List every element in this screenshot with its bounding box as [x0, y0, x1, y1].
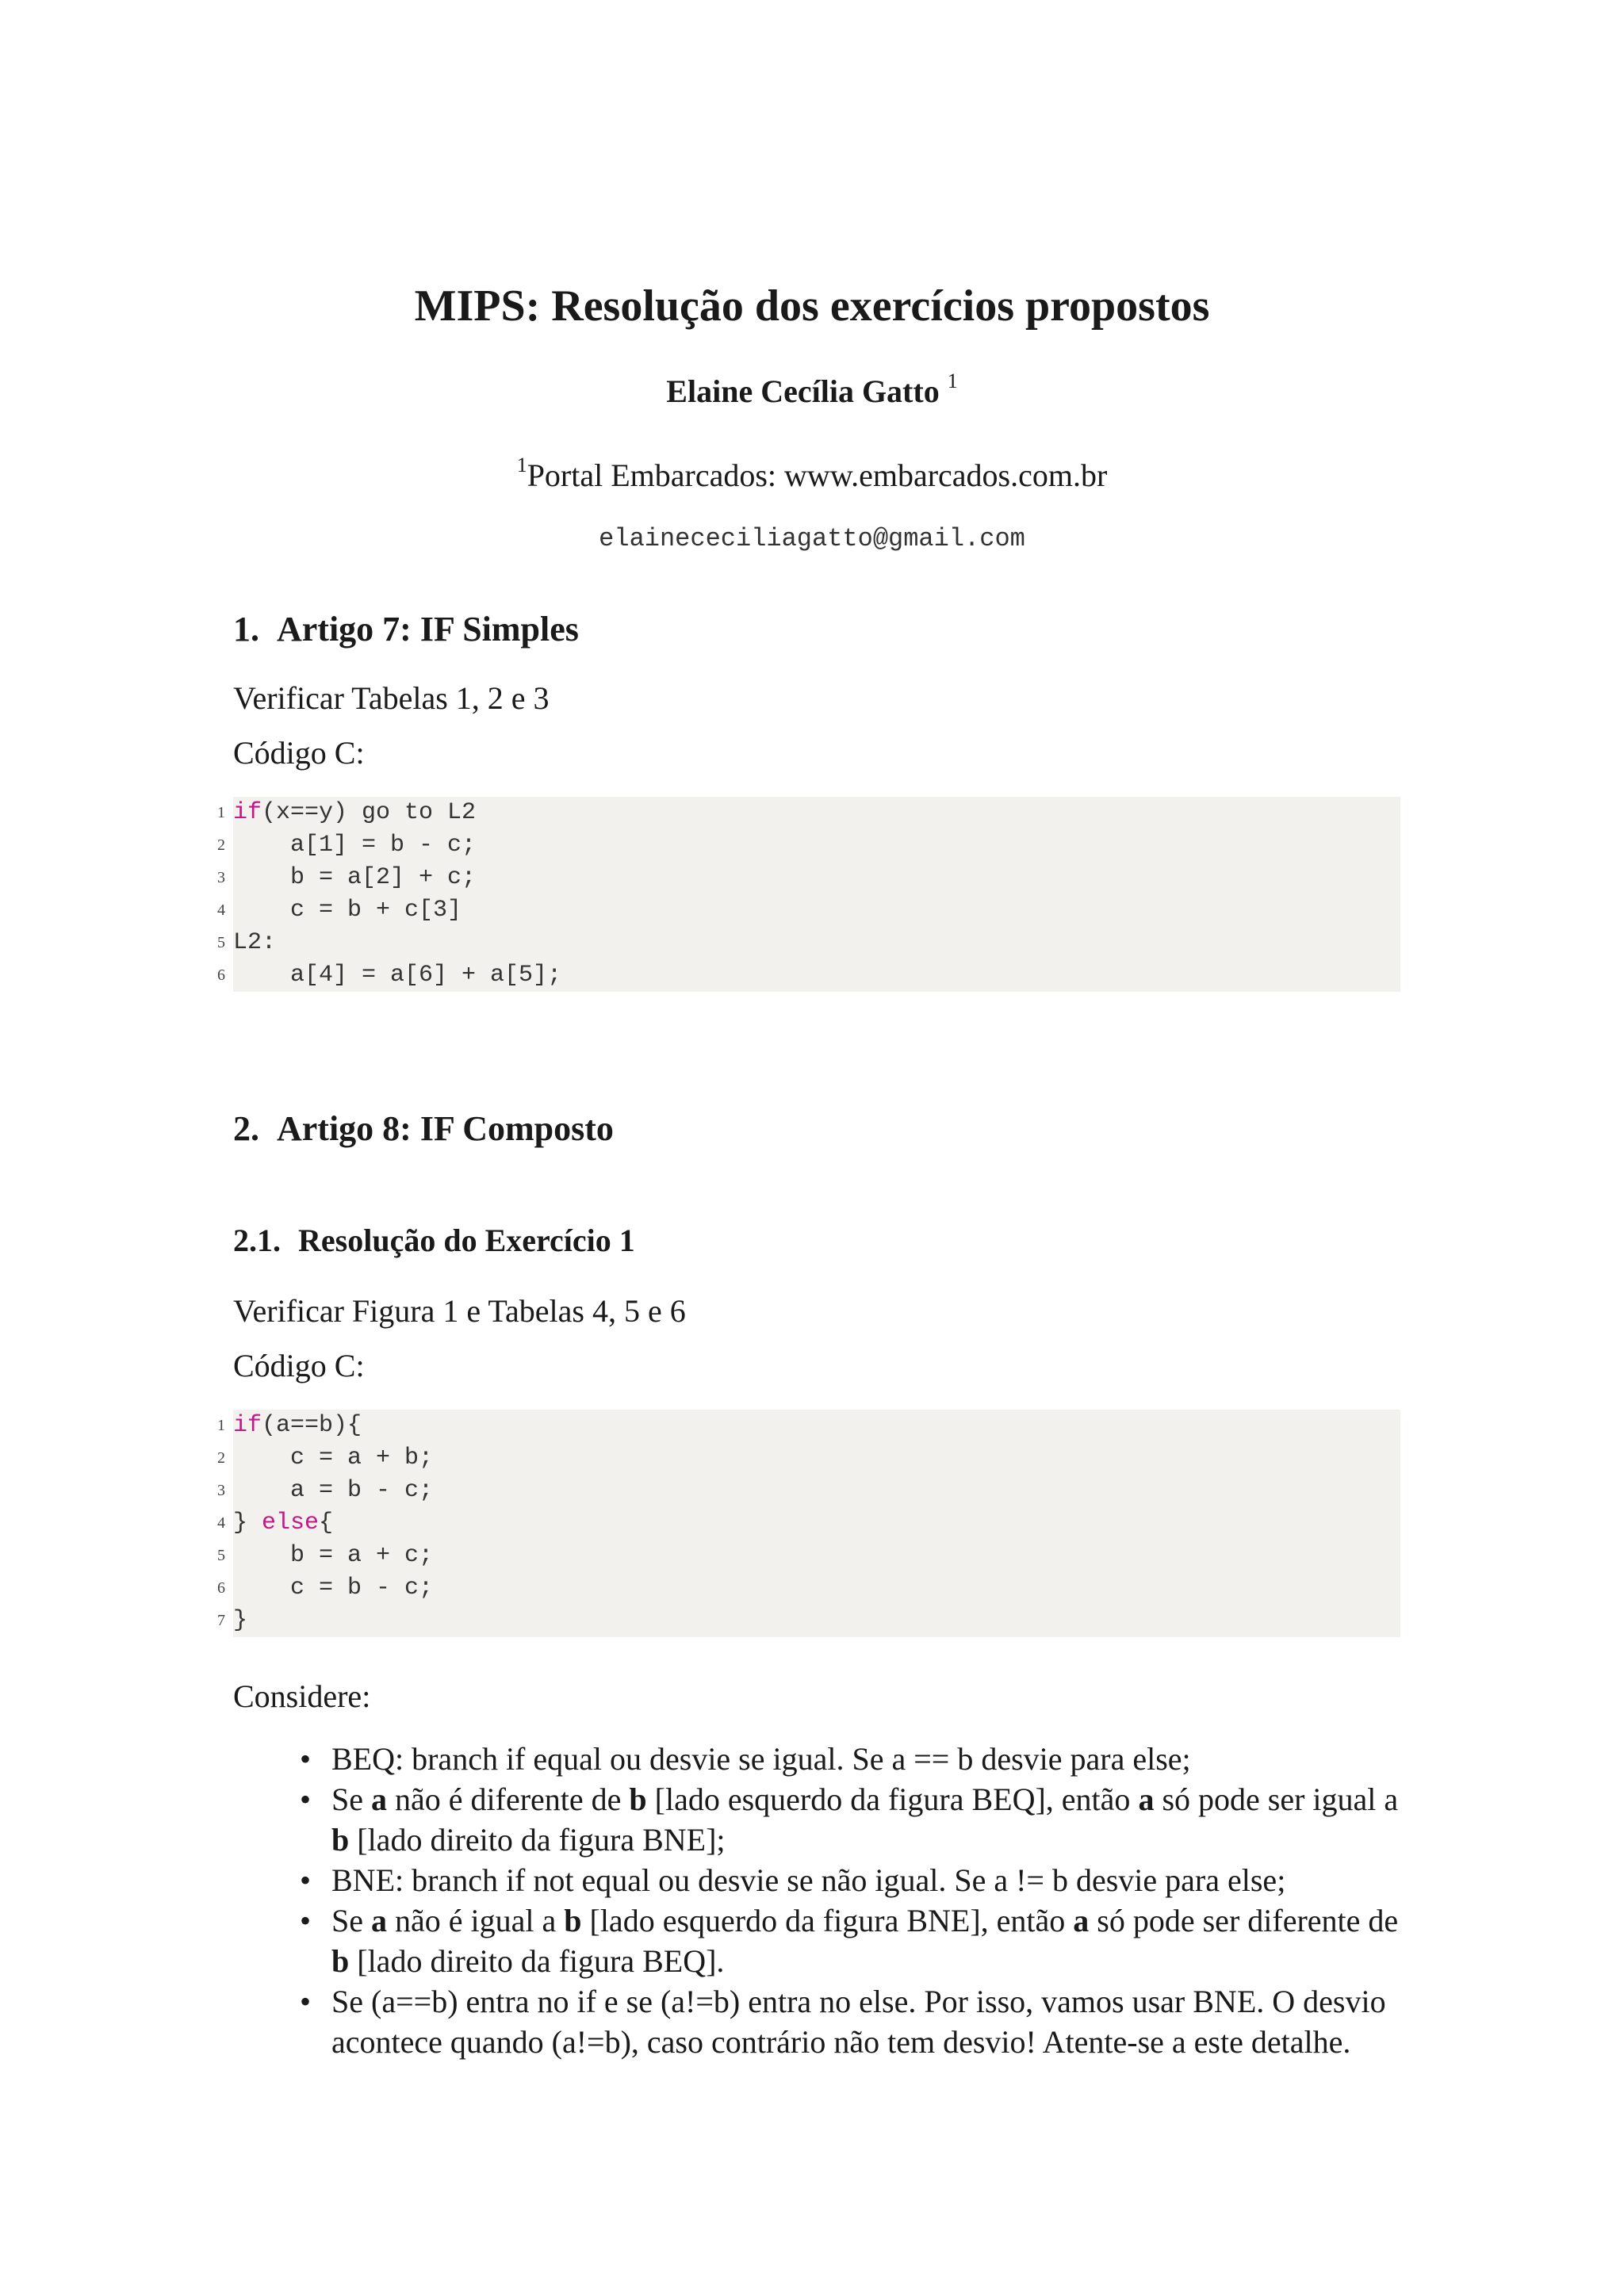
code-line	[217, 1540, 1400, 1572]
code-line	[217, 894, 1400, 927]
bullet-icon: •	[300, 1781, 312, 1817]
list-item	[233, 1739, 1400, 1779]
code-line	[217, 862, 1400, 894]
code-keyword: if	[233, 799, 262, 826]
code-text: a[4] = a[6] + a[5];	[233, 962, 562, 989]
section-2-code-label: Código C:	[233, 1348, 365, 1383]
line-number: 6	[217, 966, 225, 984]
bullet-icon: •	[300, 1741, 312, 1777]
list-item	[233, 1779, 1400, 1860]
subsection-2-1-number: 2.1.	[233, 1223, 281, 1258]
code-text: c = b - c;	[233, 1575, 434, 1601]
code-text: c = b + c[3]	[233, 897, 462, 924]
bold-var: b	[629, 1781, 647, 1817]
code-line	[217, 829, 1400, 862]
list-item-text: só pode ser diferente de	[1089, 1903, 1399, 1938]
line-number: 3	[217, 1482, 225, 1499]
code-keyword: else	[262, 1510, 320, 1536]
author-name: Elaine Cecília Gatto	[666, 373, 940, 409]
list-item-text: [lado esquerdo da figura BNE], então	[581, 1903, 1074, 1938]
consider-list	[233, 1739, 1400, 2062]
code-line	[217, 1605, 1400, 1637]
code-line	[217, 1442, 1400, 1475]
list-item	[233, 1900, 1400, 1981]
section-1-paragraph: Verificar Tabelas 1, 2 e 3	[233, 680, 550, 716]
bold-var: a	[1138, 1781, 1155, 1817]
section-1-heading	[233, 606, 579, 653]
affiliation-text: Portal Embarcados: www.embarcados.com.br	[527, 457, 1108, 493]
subsection-2-1-title: Resolução do Exercício 1	[298, 1223, 635, 1258]
code-line	[217, 927, 1400, 959]
consider-label: Considere:	[233, 1678, 371, 1714]
code-line	[217, 797, 1400, 829]
section-1-title: Artigo 7: IF Simples	[277, 610, 579, 649]
line-number: 2	[217, 836, 225, 854]
code-block-2	[217, 1410, 1400, 1637]
list-item-text: [lado direito da figura BNE];	[349, 1822, 726, 1858]
list-item-text: BNE: branch if not equal ou desvie se não igual. Se a != b desvie para else;	[331, 1862, 1286, 1898]
bold-var: a	[371, 1781, 387, 1817]
code-line	[217, 1507, 1400, 1540]
line-number: 1	[217, 1417, 225, 1434]
section-2-title: Artigo 8: IF Composto	[277, 1109, 614, 1148]
list-item	[233, 1981, 1400, 2062]
list-item-text: só pode ser igual a	[1154, 1781, 1399, 1817]
author-line	[0, 369, 1624, 414]
code-text: b = a + c;	[233, 1542, 434, 1569]
bold-var: b	[331, 1822, 350, 1858]
list-item-text: não é diferente de	[387, 1781, 630, 1817]
line-number: 5	[217, 934, 225, 951]
bold-var: b	[331, 1943, 350, 1979]
section-2-number: 2.	[233, 1109, 259, 1148]
code-line	[217, 1572, 1400, 1605]
code-text: }	[233, 1607, 248, 1634]
section-2-paragraph: Verificar Figura 1 e Tabelas 4, 5 e 6	[233, 1293, 686, 1329]
code-text: }	[233, 1510, 262, 1536]
line-number: 2	[217, 1449, 225, 1467]
code-line	[217, 1475, 1400, 1507]
list-item-text: [lado direito da figura BEQ].	[349, 1943, 725, 1979]
affiliation-marker: 1	[516, 453, 527, 476]
line-number: 5	[217, 1547, 225, 1564]
line-number: 6	[217, 1579, 225, 1597]
code-keyword: if	[233, 1412, 262, 1439]
code-text: {	[319, 1510, 334, 1536]
list-item-text: [lado esquerdo da figura BEQ], então	[646, 1781, 1139, 1817]
affiliation-line	[0, 453, 1624, 498]
bullet-icon: •	[300, 1903, 312, 1938]
list-item-text: Se	[331, 1903, 371, 1938]
author-affiliation-marker: 1	[947, 369, 958, 392]
code-text: c = a + b;	[233, 1445, 434, 1471]
code-text: a[1] = b - c;	[233, 832, 477, 859]
code-line	[217, 1410, 1400, 1442]
code-block-1	[217, 797, 1400, 992]
list-item-text: Se	[331, 1781, 371, 1817]
author-email: elainececiliagatto@gmail.com	[599, 524, 1025, 553]
code-text: L2:	[233, 929, 277, 956]
code-text: b = a[2] + c;	[233, 864, 477, 891]
section-2-heading	[233, 1105, 614, 1153]
section-1-number: 1.	[233, 610, 259, 649]
bold-var: b	[564, 1903, 582, 1938]
code-line	[217, 959, 1400, 992]
bold-var: a	[1073, 1903, 1090, 1938]
bullet-icon: •	[300, 1862, 312, 1898]
list-item-text: não é igual a	[387, 1903, 565, 1938]
line-number: 7	[217, 1612, 225, 1629]
subsection-2-1-heading	[233, 1219, 635, 1263]
code-text: (x==y) go to L2	[262, 799, 477, 826]
code-text: a = b - c;	[233, 1477, 434, 1504]
list-item-text: BEQ: branch if equal ou desvie se igual. Se a == b desvie para else;	[331, 1741, 1191, 1777]
list-item-text: Se (a==b) entra no if e se (a!=b) entra no else. Por isso, vamos usar BNE. O desvio acontece quando (a!=b), caso contrário não tem desvio! Atente-se a este detalhe.	[331, 1984, 1386, 2060]
section-1-code-label: Código C:	[233, 735, 365, 771]
line-number: 1	[217, 804, 225, 821]
paper-title: MIPS: Resolução dos exercícios propostos	[414, 281, 1210, 331]
line-number: 3	[217, 869, 225, 886]
list-item	[233, 1860, 1400, 1900]
bold-var: a	[371, 1903, 387, 1938]
line-number: 4	[217, 1514, 225, 1532]
bullet-icon: •	[300, 1984, 312, 2019]
line-number: 4	[217, 901, 225, 919]
code-text: (a==b){	[262, 1412, 362, 1439]
